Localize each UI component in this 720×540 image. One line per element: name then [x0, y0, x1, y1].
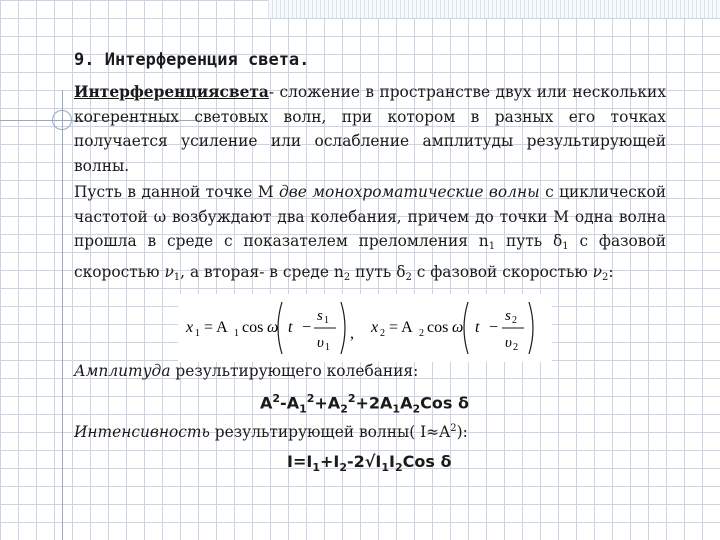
intensity-sup: 2	[450, 423, 457, 434]
setup-paragraph	[74, 180, 666, 290]
eq1-sub-a1: 1	[392, 402, 401, 416]
nu-symbol-1: 𝜈	[164, 262, 174, 281]
eq1-sup-1: 2	[306, 392, 315, 405]
intensity-label	[74, 423, 468, 441]
svg-text:x: x	[371, 319, 379, 336]
eq2-e: Cos δ	[402, 452, 452, 471]
eq1-p: +A	[314, 393, 341, 413]
decorative-vertical-line	[62, 90, 63, 540]
slide-title: 9. Интерференция света.	[74, 50, 310, 70]
setup-text-2: с циклической частотой ω возбуждают два колебания, причем до точки М одна волна прошла в среде с показателем преломления n	[74, 183, 666, 251]
eq1-a: A	[260, 393, 273, 413]
svg-text:s: s	[505, 308, 511, 324]
setup-text-1: Пусть в данной точке М	[74, 183, 280, 201]
intensity-end: ):	[456, 423, 468, 442]
amplitude-italic: Амплитуда	[74, 362, 171, 380]
definition-text: - сложение в пространстве двух или нескольких когерентных световых волн, при котором в разных его точках получается усиление или ослабление амплитуды результирующей волны.	[74, 83, 666, 175]
svg-text:t: t	[288, 319, 293, 336]
svg-text:1: 1	[195, 328, 200, 339]
eq2-b: +I	[319, 452, 340, 471]
eq1-p2: +2A	[355, 393, 393, 413]
eq2-sub-3: 1	[381, 461, 390, 475]
amplitude-equation	[260, 392, 469, 416]
eq2-c: -2√I	[346, 452, 382, 471]
eq2-sub-1: 1	[312, 461, 320, 475]
setup-text-7: с фазовой скоростью	[411, 262, 593, 281]
sub-nu2: 2	[602, 271, 609, 283]
intensity-equation	[287, 452, 451, 474]
eq1-m: -A	[280, 393, 300, 413]
svg-text:1: 1	[325, 342, 330, 353]
header-hatch-band	[268, 0, 720, 18]
svg-text:2: 2	[512, 315, 517, 326]
sub-delta1: 1	[562, 241, 569, 253]
sub-nu1: 1	[173, 271, 181, 283]
svg-text:−: −	[489, 319, 499, 336]
eq1-sub-a2: 2	[412, 402, 421, 416]
svg-text:2: 2	[419, 328, 424, 339]
svg-text:−: −	[302, 319, 312, 336]
nu-symbol-2: 𝜈	[592, 262, 602, 281]
setup-text-4: с фазовой скоростью	[74, 232, 667, 281]
eq1-sup-a: 2	[272, 392, 281, 405]
svg-text:= A: = A	[389, 319, 413, 336]
eq1-a2: A	[400, 393, 413, 413]
amplitude-rest: результирующего колебания:	[170, 362, 419, 380]
definition-term: Интерференциясвета	[74, 83, 269, 101]
amplitude-label	[74, 362, 418, 380]
eq1-sub-2: 2	[340, 402, 348, 416]
sub-n1: 1	[488, 241, 496, 253]
setup-italic: две монохроматические волны	[279, 183, 540, 201]
sub-delta2: 2	[405, 271, 412, 283]
setup-text-6: путь δ	[350, 262, 406, 281]
svg-text:υ: υ	[317, 335, 324, 351]
eq2-a: I=I	[287, 452, 313, 471]
eq1-sub-1: 1	[299, 402, 307, 416]
svg-text:2: 2	[380, 328, 385, 339]
svg-text:cos: cos	[242, 319, 264, 336]
sub-n2: 2	[343, 271, 351, 283]
setup-text-5: , а вторая- в среде n	[180, 262, 344, 281]
svg-text:x: x	[186, 319, 194, 336]
decorative-circle	[52, 110, 72, 130]
svg-text:= A: = A	[204, 319, 228, 336]
svg-text:cos: cos	[427, 319, 449, 336]
eq2-sub-4: 2	[395, 461, 403, 475]
eq2-sub-2: 2	[339, 461, 347, 475]
setup-text-8: :	[608, 262, 614, 281]
svg-text:1: 1	[234, 328, 239, 339]
definition-paragraph	[74, 80, 666, 178]
setup-text-3: путь δ	[495, 232, 563, 251]
svg-text:ω: ω	[452, 319, 464, 336]
svg-text:s: s	[317, 308, 323, 324]
eq1-cos: Cos δ	[420, 393, 469, 413]
formula-x1	[185, 302, 354, 354]
intensity-rest: результирующей волны( I≈A	[209, 423, 451, 442]
svg-text:1: 1	[324, 315, 329, 326]
svg-text:υ: υ	[505, 335, 512, 351]
eq1-sup-2: 2	[347, 392, 356, 405]
svg-text:,: ,	[350, 325, 354, 342]
intensity-italic: Интенсивность	[74, 423, 210, 442]
svg-text:ω: ω	[267, 319, 279, 336]
svg-text:t: t	[475, 319, 480, 336]
formula-x2	[370, 302, 533, 354]
eq2-d: I	[389, 452, 395, 471]
svg-text:2: 2	[513, 342, 518, 353]
oscillation-formulas	[178, 294, 552, 362]
